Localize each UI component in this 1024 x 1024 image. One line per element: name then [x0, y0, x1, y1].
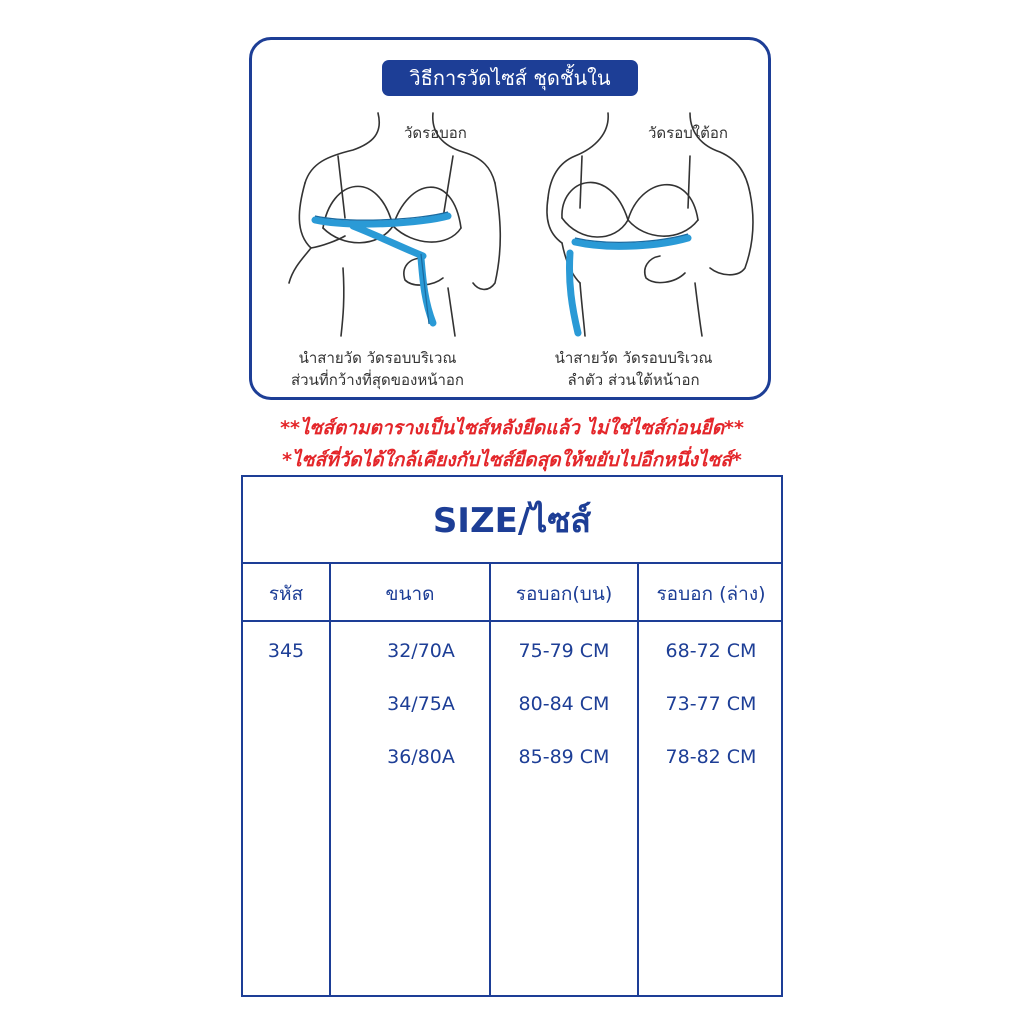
size-table-title: SIZE/ไซส์	[243, 477, 781, 564]
column-divider	[489, 564, 491, 995]
row-size: 36/80A	[387, 746, 455, 768]
row-upper-bust: 85-89 CM	[518, 746, 610, 768]
header-under-bust: รอบอก (ล่าง)	[656, 583, 766, 605]
underbust-caption-line2: ลำตัว ส่วนใต้หน้าอก	[567, 371, 700, 389]
header-upper-bust: รอบอก(บน)	[515, 583, 613, 605]
column-divider	[329, 564, 331, 995]
header-size: ขนาด	[385, 583, 435, 605]
underbust-caption-line1: นำสายวัด วัดรอบบริเวณ	[554, 349, 713, 367]
bust-measure-label: วัดรอบอก	[404, 124, 467, 142]
column-divider	[637, 564, 639, 995]
row-size: 32/70A	[387, 640, 455, 662]
bust-measure-illustration	[283, 108, 513, 338]
size-table	[241, 475, 783, 997]
header-divider	[243, 620, 781, 622]
row-under-bust: 68-72 CM	[665, 640, 757, 662]
warning-size-up: *ไซส์ที่วัดได้ใกล้เคียงกับไซส์ยืดสุดให้ขยับไปอีกหนึ่งไซส์*	[282, 449, 742, 471]
row-upper-bust: 75-79 CM	[518, 640, 610, 662]
header-code: รหัส	[268, 583, 304, 605]
row-under-bust: 73-77 CM	[665, 693, 757, 715]
underbust-measure-label: วัดรอบใต้อก	[648, 124, 728, 142]
underbust-caption	[526, 347, 741, 391]
warning-stretched-size: **ไซส์ตามตารางเป็นไซส์หลังยืดแล้ว ไม่ใช่ไซส์ก่อนยืด**	[280, 417, 744, 439]
row-under-bust: 78-82 CM	[665, 746, 757, 768]
bust-caption	[270, 347, 485, 391]
guide-title: วิธีการวัดไซส์ ชุดชั้นใน	[382, 60, 638, 96]
bust-caption-line1: นำสายวัด วัดรอบบริเวณ	[298, 349, 457, 367]
bust-caption-line2: ส่วนที่กว้างที่สุดของหน้าอก	[291, 371, 464, 389]
product-code: 345	[267, 640, 305, 662]
row-upper-bust: 80-84 CM	[518, 693, 610, 715]
row-size: 34/75A	[387, 693, 455, 715]
